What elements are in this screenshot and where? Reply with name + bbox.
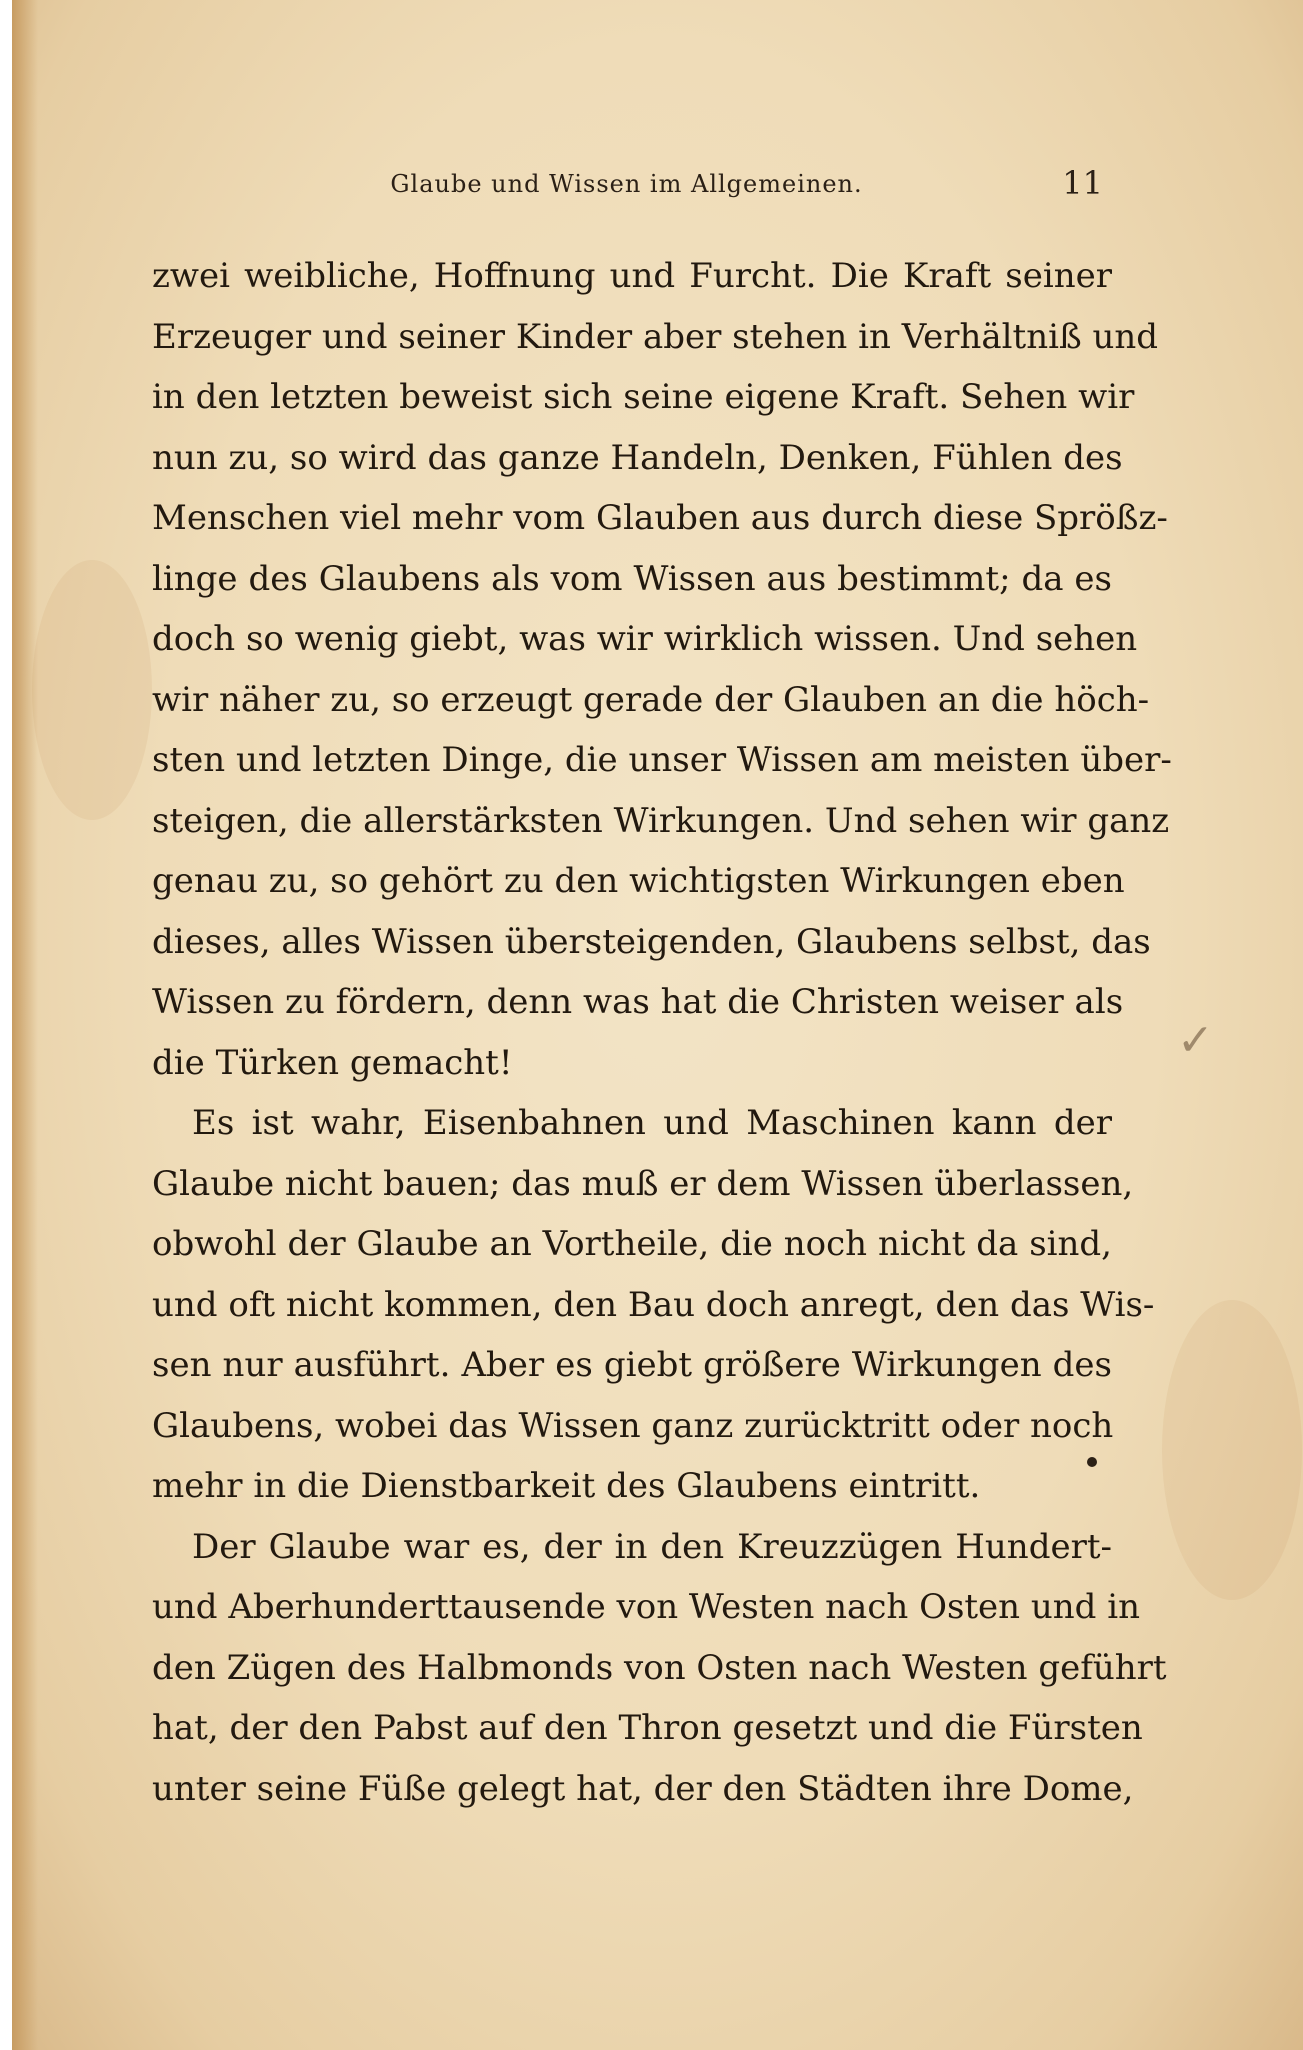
text-line: die Türken gemacht!: [152, 1042, 513, 1083]
text-line: in den letzten beweist sich seine eigene Kraft. Sehen wir: [152, 377, 1135, 417]
page-header: [150, 164, 1103, 210]
text-line: sen nur ausführt. Aber es giebt größere Wirkungen des: [152, 1345, 1112, 1385]
text-line: wir näher zu, so erzeugt gerade der Glauben an die höch-: [152, 679, 1150, 720]
text-line: obwohl der Glaube an Vortheile, die noch nicht da sind,: [152, 1224, 1112, 1264]
margin-check-mark: ✓: [1177, 1015, 1214, 1066]
text-line: mehr in die Dienstbarkeit des Glaubens eintritt.: [152, 1466, 981, 1506]
text-line: Es ist wahr, Eisenbahnen und Maschinen kann der: [192, 1103, 1112, 1143]
running-title: Glaube und Wissen im Allgemeinen.: [390, 170, 863, 198]
text-line: Der Glaube war es, der in den Kreuzzügen Hundert-: [192, 1526, 1112, 1567]
text-line: nun zu, so wird das ganze Handeln, Denken, Fühlen des: [152, 437, 1123, 478]
text-line: Glaubens, wobei das Wissen ganz zurücktritt oder noch: [152, 1405, 1114, 1446]
text-line: und Aberhunderttausende von Westen nach Osten und in: [152, 1587, 1141, 1627]
text-line: den Zügen des Halbmonds von Osten nach Westen geführt: [152, 1647, 1167, 1688]
text-line: und oft nicht kommen, den Bau doch anregt, den das Wis-: [152, 1284, 1155, 1325]
text-line: steigen, die allerstärksten Wirkungen. Und sehen wir ganz: [152, 800, 1170, 841]
book-page: [12, 0, 1303, 2050]
text-line: hat, der den Pabst auf den Thron gesetzt und die Fürsten: [152, 1708, 1143, 1748]
text-line: linge des Glaubens als vom Wissen aus bestimmt; da es: [152, 558, 1112, 599]
body-text: [152, 246, 1172, 1819]
text-line: dieses, alles Wissen übersteigenden, Glaubens selbst, das: [152, 921, 1151, 962]
page-number: 11: [1062, 164, 1103, 202]
text-line: Menschen viel mehr vom Glauben aus durch diese Sprößz-: [152, 498, 1168, 538]
text-line: sten und letzten Dinge, die unser Wissen am meisten über-: [152, 740, 1172, 780]
age-stain: [1162, 1300, 1302, 1600]
text-line: zwei weibliche, Hoffnung und Furcht. Die Kraft seiner: [152, 256, 1112, 296]
age-stain: [32, 560, 152, 820]
text-line: Erzeuger und seiner Kinder aber stehen in Verhältniß und: [152, 316, 1159, 357]
text-line: Glaube nicht bauen; das muß er dem Wissen überlassen,: [152, 1163, 1134, 1204]
text-line: Wissen zu fördern, denn was hat die Christen weiser als: [152, 982, 1124, 1022]
page-edge-shadow: [12, 0, 38, 2050]
text-line: genau zu, so gehört zu den wichtigsten Wirkungen eben: [152, 861, 1125, 901]
bullet-mark: [1087, 1457, 1097, 1467]
text-line: unter seine Füße gelegt hat, der den Städten ihre Dome,: [152, 1768, 1134, 1809]
text-line: doch so wenig giebt, was wir wirklich wissen. Und sehen: [152, 619, 1138, 659]
